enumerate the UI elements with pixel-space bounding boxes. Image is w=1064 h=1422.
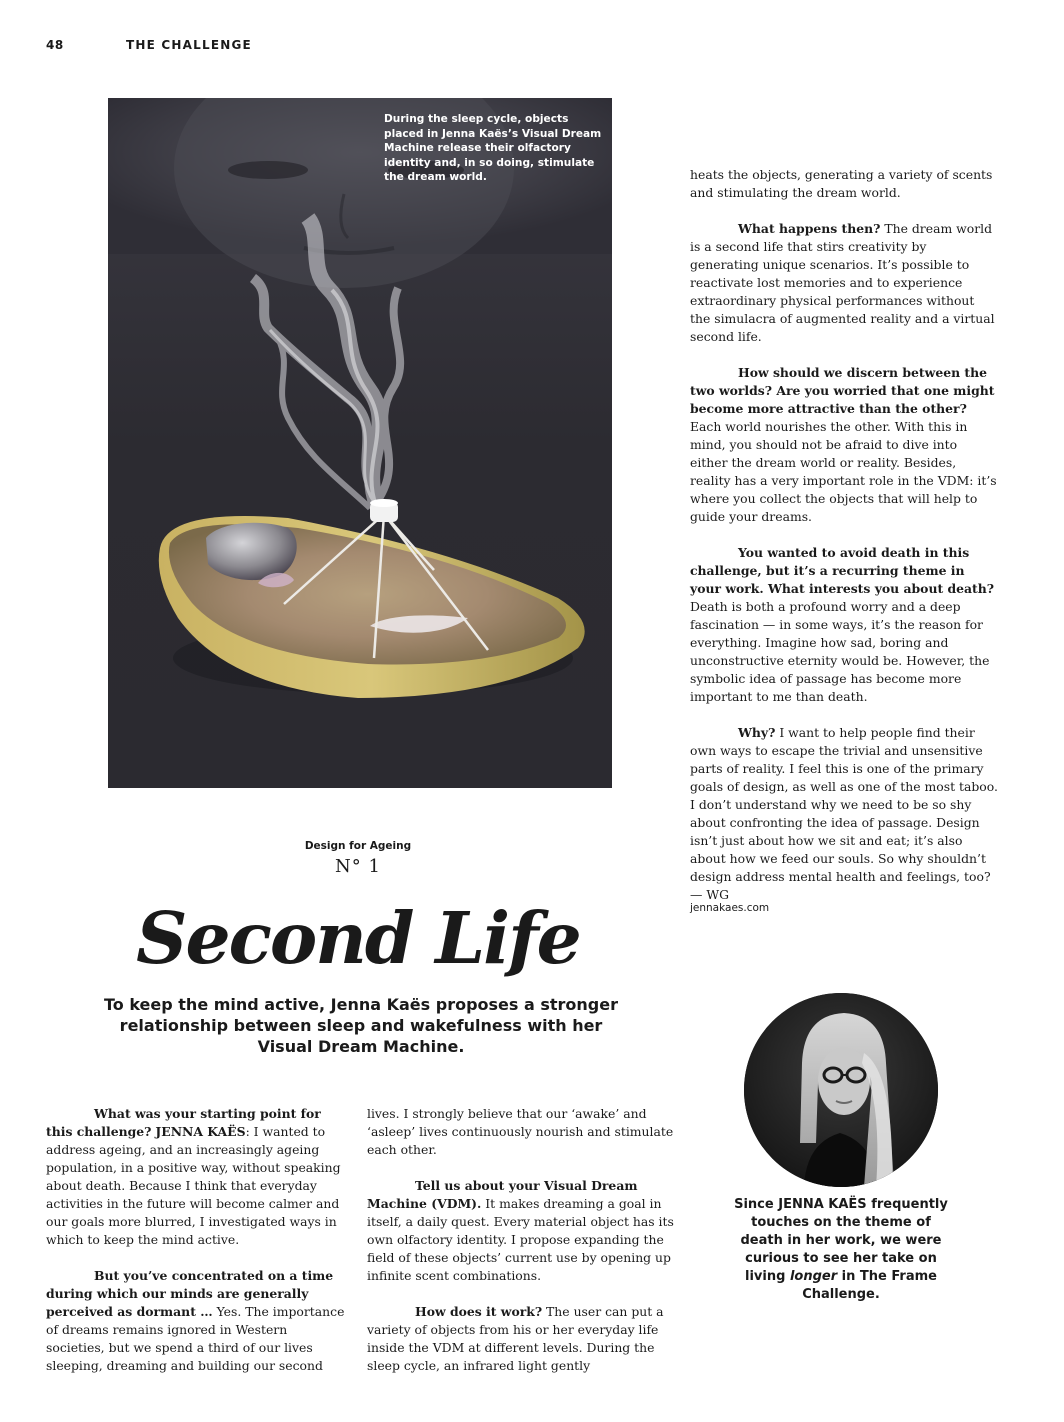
body-column-3 bbox=[690, 166, 998, 915]
question: But you’ve concentrated on a time during which our minds are generally perceived as dormant … bbox=[46, 1268, 334, 1319]
paragraph bbox=[367, 1177, 674, 1285]
paragraph bbox=[690, 220, 998, 346]
answer: I want to help people find their own ways to escape the trivial and unsensitive parts of reality. I feel this is one of the primary goals of design, as well as one of the most taboo. I don’t understand why we need to be so shy about confronting the idea of passage. Design isn’t just about how we sit and eat; it’s also about how we feed our souls. So why shouldn’t design address mental health and feelings, too? — WG bbox=[690, 725, 998, 902]
paragraph bbox=[690, 544, 998, 706]
question: How should we discern between the two worlds? Are you worried that one might become more attractive than the other? bbox=[690, 365, 995, 416]
answer: heats the objects, generating a variety of scents and stimulating the dream world. bbox=[690, 167, 993, 200]
headline: Second Life bbox=[136, 896, 580, 980]
answer: lives. I strongly believe that our ‘awake’ and ‘asleep’ lives continuously nourish and stimulate each other. bbox=[367, 1106, 674, 1157]
dream-machine-illustration bbox=[108, 98, 612, 788]
caption-text: Since JENNA KAËS frequently touches on the theme of death in her work, we were curious to see her take on living bbox=[734, 1197, 948, 1284]
body-column-1 bbox=[46, 1105, 348, 1393]
portrait-photo bbox=[744, 993, 938, 1187]
section-title: THE CHALLENGE bbox=[126, 38, 252, 52]
question: What happens then? bbox=[738, 221, 881, 236]
website-url: jennakaes.com bbox=[690, 902, 770, 914]
feature-photo bbox=[108, 98, 612, 788]
portrait-caption bbox=[728, 1196, 954, 1304]
answer: Yes. The importance of dreams remains ignored in Western societies, but we spend a third of our lives sleeping, dreaming and building our second bbox=[46, 1304, 345, 1373]
question: How does it work? bbox=[415, 1304, 543, 1319]
paragraph bbox=[690, 724, 998, 904]
paragraph bbox=[46, 1105, 348, 1249]
answer: It makes dreaming a goal in itself, a daily quest. Every material object has its own olfactory identity. I propose expanding the field of these objects’ current use by opening up infinite scent combinations. bbox=[367, 1196, 674, 1283]
interviewee-name: JENNA KAËS bbox=[155, 1124, 246, 1139]
paragraph bbox=[690, 166, 998, 202]
page-number: 48 bbox=[46, 38, 64, 52]
question: You wanted to avoid death in this challenge, but it’s a recurring theme in your work. What interests you about death? bbox=[690, 545, 995, 596]
standfirst: To keep the mind active, Jenna Kaës proposes a stronger relationship between sleep and wakefulness with her Visual Dream Machine. bbox=[103, 995, 618, 1056]
answer: : I wanted to address ageing, and an increasingly ageing population, in a positive way, without speaking about death. Because I think that everyday activities in the future will become calmer and our goals more blurred, I investigated ways in which to keep the mind active. bbox=[46, 1124, 341, 1247]
answer: Death is both a profound worry and a deep fascination — in some ways, it’s the reason for everything. Imagine how sad, boring and unconstructive eternity would be. However, the symbolic idea of passage has become more important to me than death. bbox=[690, 599, 990, 704]
question: Tell us about your Visual Dream Machine bbox=[367, 1178, 638, 1211]
answer: The user can put a variety of objects from his or her everyday life inside the VDM at different levels. During the sleep cycle, an infrared light gently bbox=[367, 1304, 664, 1373]
answer: The dream world is a second life that stirs creativity by generating unique scenarios. It’s possible to reactivate lost memories and to experience extraordinary physical performances without the simulacra of augmented reality and a virtual second life. bbox=[690, 221, 995, 344]
caption-emphasis: longer bbox=[789, 1269, 838, 1284]
body-column-2 bbox=[367, 1105, 674, 1393]
paragraph bbox=[46, 1267, 348, 1375]
question: What was your starting point for this challenge? bbox=[46, 1106, 321, 1139]
kicker: Design for Ageing bbox=[304, 840, 412, 852]
caption-text: in The Frame Challenge. bbox=[802, 1269, 937, 1302]
question: (VDM). bbox=[426, 1196, 482, 1211]
paragraph bbox=[367, 1303, 674, 1375]
paragraph bbox=[690, 364, 998, 526]
question: Why? bbox=[738, 725, 776, 740]
series-number: N° 1 bbox=[335, 856, 381, 877]
photo-caption: During the sleep cycle, objects placed in Jenna Kaës’s Visual Dream Machine release their olfactory identity and, in so doing, stimulate the dream world. bbox=[384, 113, 602, 184]
paragraph bbox=[367, 1105, 674, 1159]
answer: Each world nourishes the other. With this in mind, you should not be afraid to dive into either the dream world or reality. Besides, reality has a very important role in the VDM: it’s where you collect the objects that will help to guide your dreams. bbox=[690, 419, 997, 524]
designer-portrait bbox=[744, 993, 938, 1187]
